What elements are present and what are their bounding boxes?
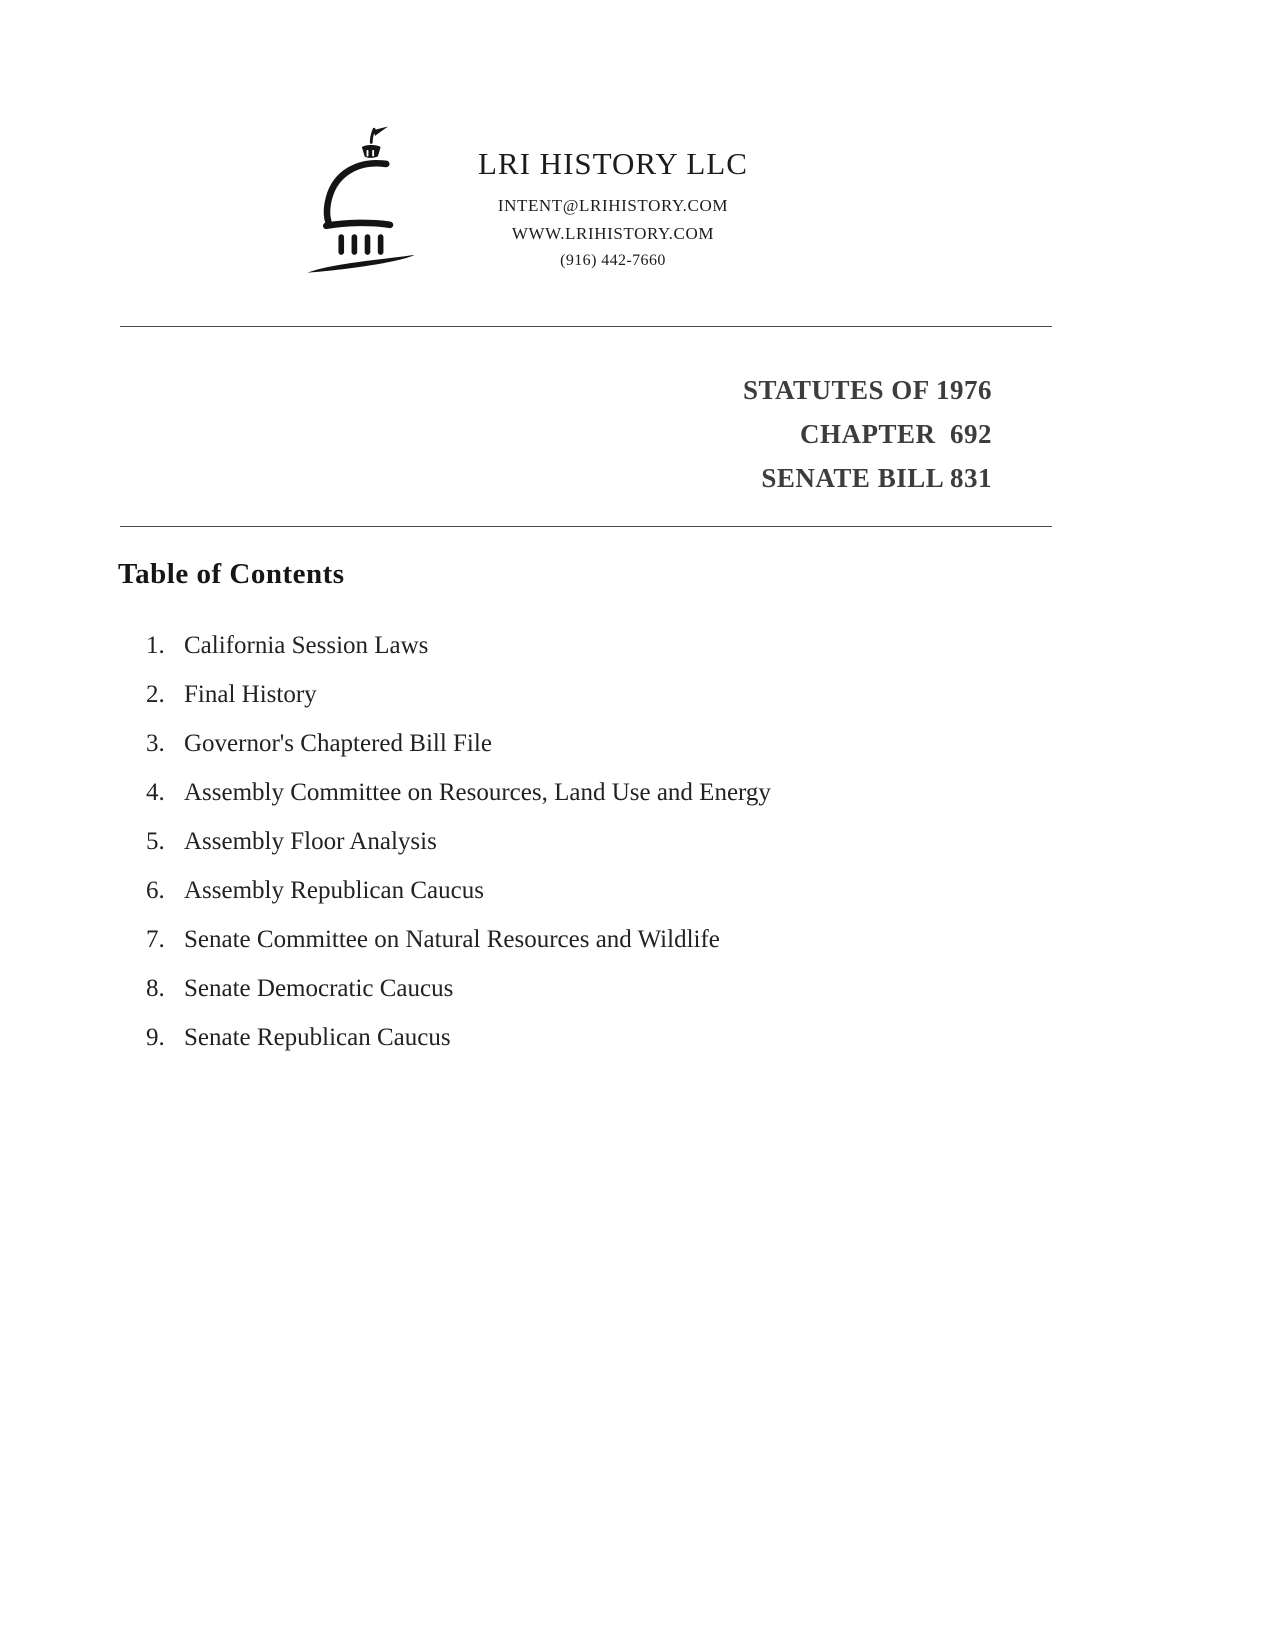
- toc-list: [118, 633, 1118, 1050]
- toc-item: [146, 731, 1118, 756]
- toc-item-label: California Session Laws: [184, 632, 429, 659]
- company-name: LRI HISTORY LLC: [478, 146, 748, 181]
- company-email: INTENT@LRIHISTORY.COM: [497, 196, 729, 215]
- toc-item: [146, 829, 1118, 854]
- toc-item-label: Assembly Committee on Resources, Land Use and Energy: [184, 779, 771, 806]
- toc-item-number: 1.: [146, 632, 165, 659]
- company-info: [478, 118, 748, 270]
- toc-item-number: 5.: [146, 828, 165, 855]
- toc-item-number: 7.: [146, 926, 165, 953]
- statutes-year-line: STATUTES OF 1976: [742, 375, 992, 405]
- toc-item-number: 4.: [146, 779, 165, 806]
- toc-item: [146, 976, 1118, 1001]
- toc-item-number: 9.: [146, 1024, 165, 1051]
- toc-item-number: 3.: [146, 730, 165, 757]
- toc-item-number: 2.: [146, 681, 165, 708]
- toc-item-label: Final History: [184, 681, 317, 708]
- toc-item-label: Senate Democratic Caucus: [184, 975, 454, 1002]
- toc-item-label: Senate Committee on Natural Resources and Wildlife: [184, 926, 720, 953]
- toc-item-label: Governor's Chaptered Bill File: [184, 730, 492, 757]
- toc-item-label: Assembly Floor Analysis: [184, 828, 437, 855]
- capitol-dome-sketch-icon: [300, 118, 450, 283]
- senate-bill-line: SENATE BILL 831: [761, 463, 992, 493]
- toc-item-label: Senate Republican Caucus: [184, 1024, 451, 1051]
- chapter-line: CHAPTER 692: [799, 419, 992, 449]
- company-phone: (916) 442-7660: [560, 252, 666, 269]
- divider-bottom: [120, 526, 1052, 527]
- toc-item-label: Assembly Republican Caucus: [184, 877, 484, 904]
- statutes-block: [743, 368, 992, 500]
- toc-item: [146, 927, 1118, 952]
- toc-item: [146, 682, 1118, 707]
- divider-top: [120, 326, 1052, 327]
- toc-item: [146, 780, 1118, 805]
- toc-item-number: 6.: [146, 877, 165, 904]
- company-website: WWW.LRIHISTORY.COM: [511, 224, 715, 243]
- toc-title: Table of Contents: [118, 558, 345, 590]
- letterhead: [300, 118, 748, 283]
- toc-item-number: 8.: [146, 975, 165, 1002]
- toc-item: [146, 878, 1118, 903]
- toc-item: [146, 1025, 1118, 1050]
- table-of-contents: [118, 558, 1118, 1074]
- toc-item: [146, 633, 1118, 658]
